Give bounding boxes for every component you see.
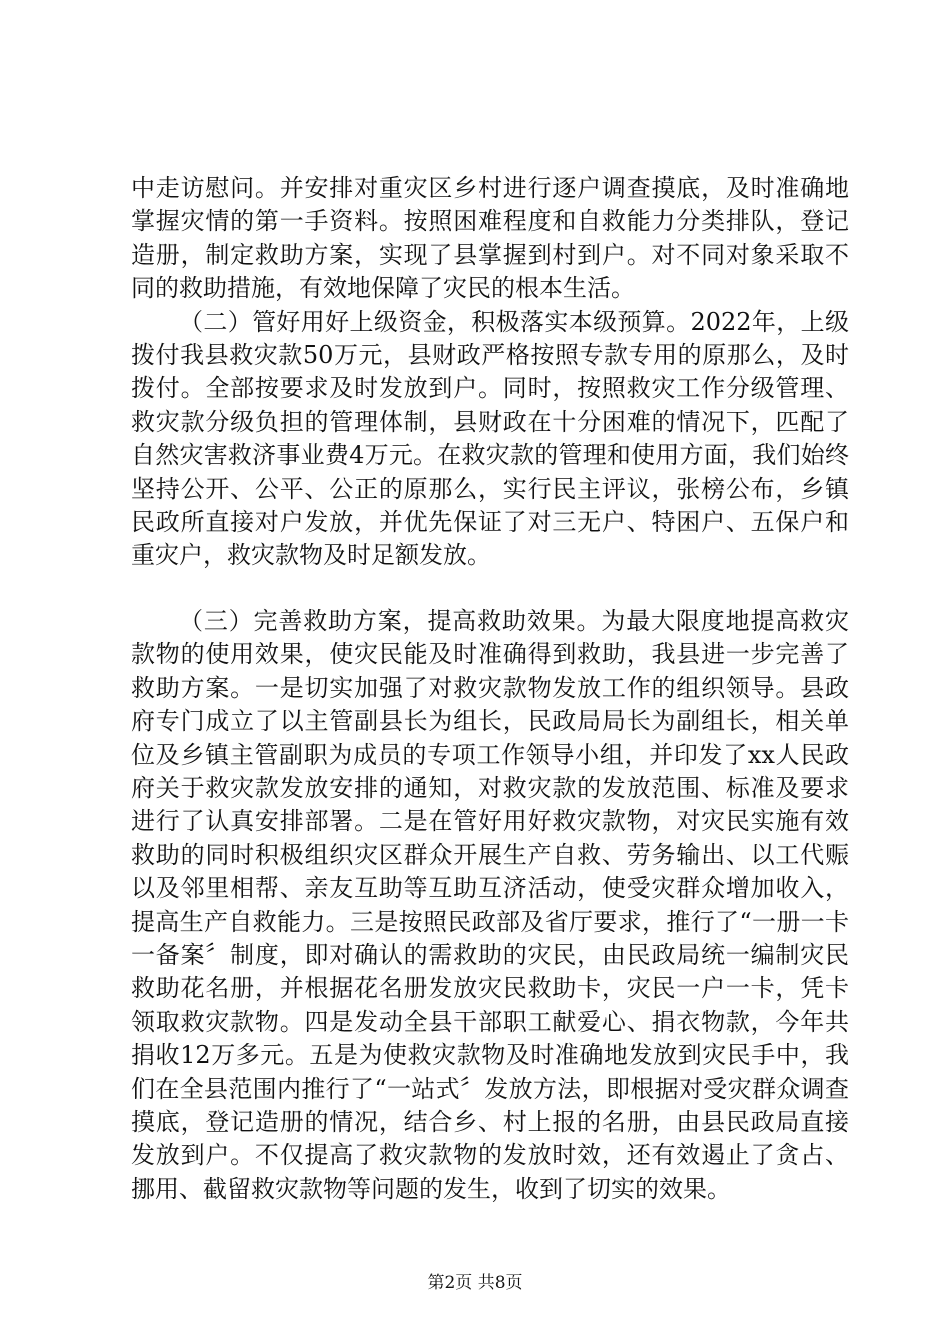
paragraph-continuation: 中走访慰问。并安排对重灾区乡村进行逐户调查摸底，及时准确地掌握灾情的第一手资料。按照困难程度和自救能力分类排队，登记造册，制定救助方案，实现了县掌握到村到户。对不同对象采取不同的救助措施，有效地保障了灾民的根本生活。: [131, 174, 849, 303]
paragraph-section-three: （三）完善救助方案，提高救助效果。为最大限度地提高救灾款物的使用效果，使灾民能及时准确得到救助，我县进一步完善了救助方案。一是切实加强了对救灾款物发放工作的组织领导。县政府专门成立了以主管副县长为组长，民政局局长为副组长，相关单位及乡镇主管副职为成员的专项工作领导小组，并印发了xx人民政府关于救灾款发放安排的通知，对救灾款的发放范围、标准及要求进行了认真安排部署。二是在管好用好救灾款物，对灾民实施有效救助的同时积极组织灾区群众开展生产自救、劳务输出、以工代赈以及邻里相帮、亲友互助等互助互济活动，使受灾群众增加收入，提高生产自救能力。三是按照民政部及省厅要求，推行了“一册一卡一备案〞制度，即对确认的需救助的灾民，由民政局统一编制灾民救助花名册，并根据花名册发放灾民救助卡，灾民一户一卡，凭卡领取救灾款物。四是发动全县干部职工献爱心、捐衣物款，今年共捐收12万多元。五是为使救灾款物及时准确地发放到灾民手中，我们在全县范围内推行了“一站式〞发放方法，即根据对受灾群众调查摸底，登记造册的情况，结合乡、村上报的名册，由县民政局直接发放到户。不仅提高了救灾款物的发放时效，还有效遏止了贪占、挪用、截留救灾款物等问题的发生，收到了切实的效果。: [131, 606, 849, 1203]
paragraph-section-two: （二）管好用好上级资金，积极落实本级预算。2022年，上级拨付我县救灾款50万元，县财政严格按照专款专用的原那么，及时拨付。全部按要求及时发放到户。同时，按照救灾工作分级管理、救灾款分级负担的管理体制，县财政在十分困难的情况下，匹配了自然灾害救济事业费4万元。在救灾款的管理和使用方面，我们始终坚持公开、公平、公正的原那么，实行民主评议，张榜公布，乡镇民政所直接对户发放，并优先保证了对三无户、特困户、五保户和重灾户，救灾款物及时足额发放。: [131, 307, 849, 570]
document-body: [131, 172, 849, 1206]
page-number-footer: 第2页 共8页: [427, 1273, 523, 1293]
